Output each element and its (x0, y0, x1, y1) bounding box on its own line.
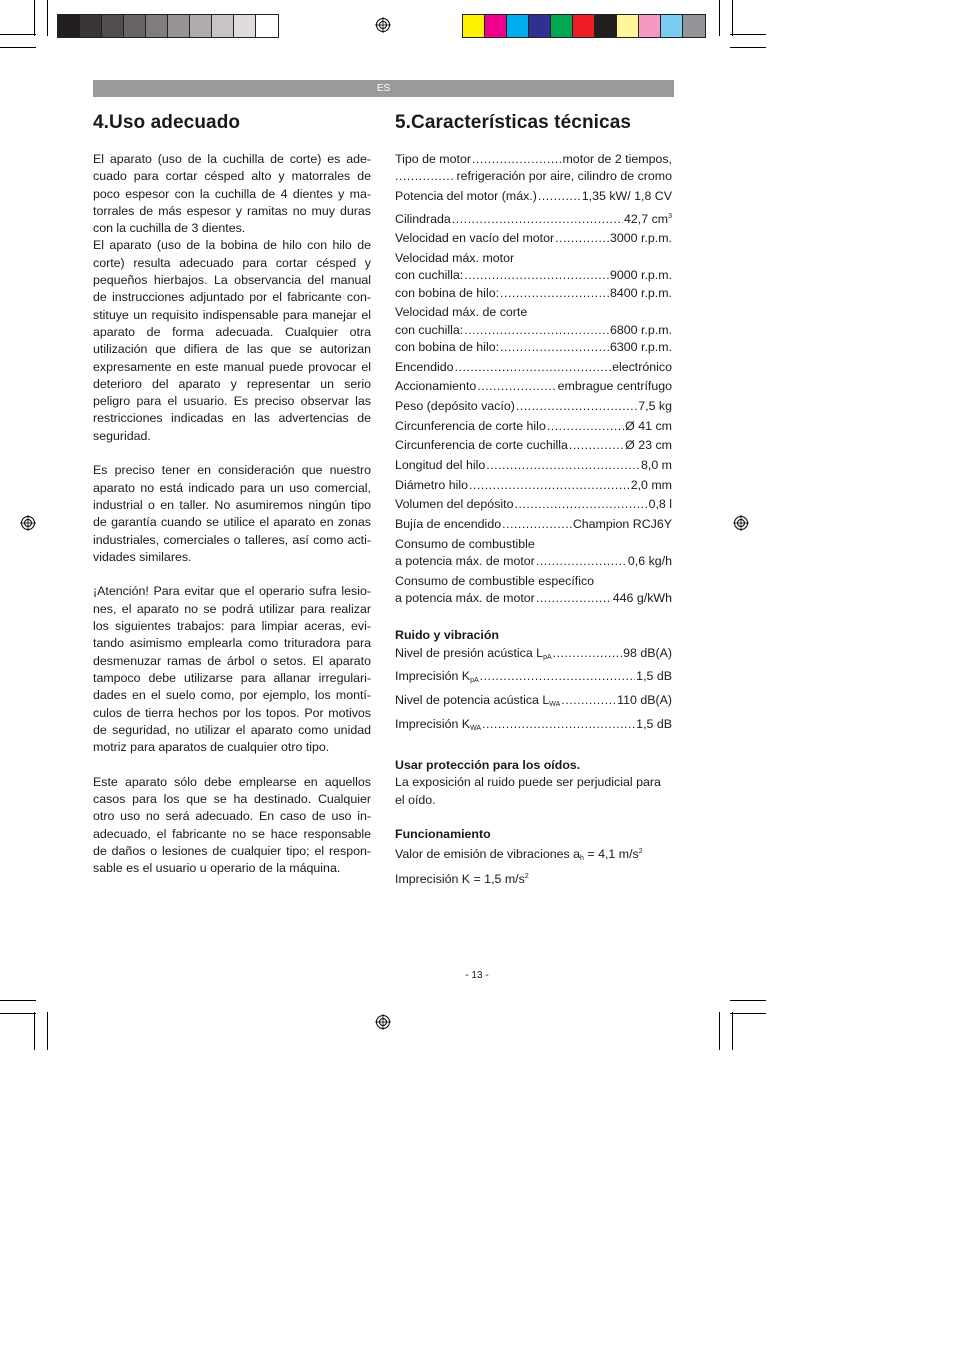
spec-specific-fuel: a potencia máx. de motor ..... 446 g/kWh (395, 590, 672, 607)
crop-mark (730, 1000, 766, 1001)
technical-specs (395, 151, 672, 888)
crop-mark (34, 1012, 35, 1050)
color-swatch (102, 15, 124, 37)
spec-max-cut-spool: con bobina de hilo: ..... 6300 r.p.m. (395, 339, 672, 356)
paragraph: ¡Atención! Para evitar que el operario sufra lesio-nes, el aparato no se podrá utilizar para realizar los siguientes trabajos: para limpiar aceras, evi-tando asimismo emplearla como trituradora para desmenuzar ramas de árbol o setos. El aparato tampoco debe utilizarse para allanar irregulari-dades en el suelo como, por ejemplo, los montí-culos de tierra hechos por los topos. Por motivos de seguridad, no utilizar el aparato como unidad motriz para aparatos de cualquier otro tipo. (93, 584, 371, 755)
crop-mark (719, 1012, 720, 1050)
uso-adecuado-text (93, 151, 371, 895)
crop-mark (732, 0, 733, 36)
registration-mark-icon (733, 515, 749, 531)
color-swatch (683, 15, 705, 37)
color-swatch (573, 15, 595, 37)
color-swatch (58, 15, 80, 37)
color-swatch (551, 15, 573, 37)
color-swatch (212, 15, 234, 37)
spec-idle-speed: Velocidad en vacío del motor ..... 3000 r.p.m. (395, 230, 672, 247)
color-swatch (256, 15, 278, 37)
operation-heading: Funcionamiento (395, 826, 491, 841)
color-swatch (168, 15, 190, 37)
color-swatch (529, 15, 551, 37)
spec-tank: Volumen del depósito ..... 0,8 l (395, 496, 672, 513)
ear-protection-text: La exposición al ruido puede ser perjudicial para el oído. (395, 775, 661, 807)
spec-drive: Accionamiento ..... embrague centrífugo (395, 378, 672, 395)
crop-mark (0, 47, 36, 48)
spec-max-cut-label: Velocidad máx. de corte (395, 305, 528, 320)
vibration-uncertainty: Imprecisión K = 1,5 $m/s^2$ (395, 871, 529, 886)
crop-mark (730, 34, 766, 35)
crop-mark (732, 1012, 733, 1050)
process-color-bar (462, 14, 706, 38)
section-heading-uso: 4.Uso adecuado (93, 112, 241, 133)
language-code: ES (376, 83, 391, 94)
spec-lwa: Nivel de potencia acústica $L_{WA}$ ..... 110 dB(A) (395, 692, 672, 713)
spec-spark-plug: Bujía de encendido ..... Champion RCJ6Y (395, 516, 672, 533)
spec-specific-fuel-label: Consumo de combustible específico (395, 573, 595, 588)
page-number: - 13 - (465, 970, 489, 981)
spec-max-motor-blade: con cuchilla: ..... 9000 r.p.m. (395, 267, 672, 284)
crop-mark (47, 0, 48, 36)
spec-fuel-label: Consumo de combustible (395, 536, 535, 551)
spec-ignition: Encendido ..... electrónico (395, 359, 672, 376)
color-swatch (661, 15, 683, 37)
paragraph: El aparato (uso de la cuchilla de corte) es ade-cuado para cortar césped alto y matorrales de poco espesor con la cuchilla de 4 dientes y ma-torrales de más espesor y ramitas no muy duras con la cuchilla de 3 dientes. El aparato (uso de la bobina de hilo con hilo de corte) resulta adecuado para cortar césped y pequeños hierbajos. La observancia del manual de instrucciones adjuntado por el fabricante con-stituye un requisito indispensable para manejar el aparato de forma adecuada. Cualquier otra utilización que difiera de las que se autorizan expresamente en este manual puede provocar el deterioro del aparato y representar un serio peligro para el usuario. Es preciso observar las restricciones indicadas en las advertencias de seguridad. (93, 152, 371, 443)
spec-motor-type-cont: ..... refrigeración por aire, cilindro de cromo (395, 168, 672, 185)
registration-mark-icon (375, 1014, 391, 1030)
ear-protection-heading: Usar protección para los oídos. (395, 758, 581, 773)
color-swatch (639, 15, 661, 37)
color-swatch (463, 15, 485, 37)
color-swatch (124, 15, 146, 37)
spec-cut-blade: Circunferencia de corte cuchilla ..... Ø 23 cm (395, 437, 672, 454)
spec-line-diameter: Diámetro hilo ..... 2,0 mm (395, 477, 672, 494)
spec-max-motor-spool: con bobina de hilo: ..... 8400 r.p.m. (395, 285, 672, 302)
spec-power: Potencia del motor (máx.) ..... 1,35 kW/ 1,8 CV (395, 188, 672, 205)
color-swatch (595, 15, 617, 37)
color-swatch (485, 15, 507, 37)
registration-mark-icon (20, 515, 36, 531)
section-heading-caracteristicas: 5.Características técnicas (395, 112, 632, 133)
paragraph: Este aparato sólo debe emplearse en aquellos casos para los que se ha destinado. Cualquier otro uso no será adecuado. En caso de uso in-adecuado, el fabricante no se hace responsable de daños o lesiones de cualquier tipo; el respon-sable es el usuario u operario de la máquina. (93, 774, 371, 876)
spec-line-length: Longitud del hilo ..... 8,0 m (395, 457, 672, 474)
language-bar (93, 80, 674, 97)
spec-motor-type: Tipo de motor ..... motor de 2 tiempos, (395, 151, 672, 168)
spec-fuel: a potencia máx. de motor ..... 0,6 kg/h (395, 553, 672, 570)
color-swatch (80, 15, 102, 37)
paragraph: Es preciso tener en consideración que nuestro aparato no está indicado para un uso comercial, industrial o en taller. No asumiremos ningún tipo de garantía cuando se utilice el aparato en zonas industriales, comerciales o talleres, así como acti-vidades similares. (93, 463, 371, 564)
crop-mark (0, 1000, 36, 1001)
spec-displacement: Cilindrada ..... 42,7 $cm^3$ (395, 208, 672, 228)
spec-kpa: Imprecisión $K_{pA}$ ..... 1,5 dB (395, 668, 672, 689)
spec-lpa: Nivel de presión acústica $L_{pA}$ ..... 98 dB(A) (395, 645, 672, 666)
color-swatch (190, 15, 212, 37)
crop-mark (730, 1013, 766, 1014)
noise-heading: Ruido y vibración (395, 628, 499, 643)
color-swatch (146, 15, 168, 37)
color-swatch (507, 15, 529, 37)
crop-mark (0, 1013, 36, 1014)
crop-mark (719, 0, 720, 36)
crop-mark (0, 34, 36, 35)
spec-cut-line: Circunferencia de corte hilo ..... Ø 41 cm (395, 418, 672, 435)
vibration-value: Valor de emisión de vibraciones $a_h = 4,1$ $m/s^2$ (395, 847, 643, 863)
spec-max-cut-blade: con cuchilla: ..... 6800 r.p.m. (395, 322, 672, 339)
registration-mark-icon (375, 17, 391, 33)
color-swatch (617, 15, 639, 37)
gray-color-bar (57, 14, 279, 38)
crop-mark (47, 1012, 48, 1050)
spec-max-motor-label: Velocidad máx. motor (395, 251, 515, 266)
color-swatch (234, 15, 256, 37)
crop-mark (730, 47, 766, 48)
spec-weight: Peso (depósito vacío) ..... 7,5 kg (395, 398, 672, 415)
crop-mark (34, 0, 35, 36)
spec-kwa: Imprecisión $K_{WA}$ ..... 1,5 dB (395, 716, 672, 737)
